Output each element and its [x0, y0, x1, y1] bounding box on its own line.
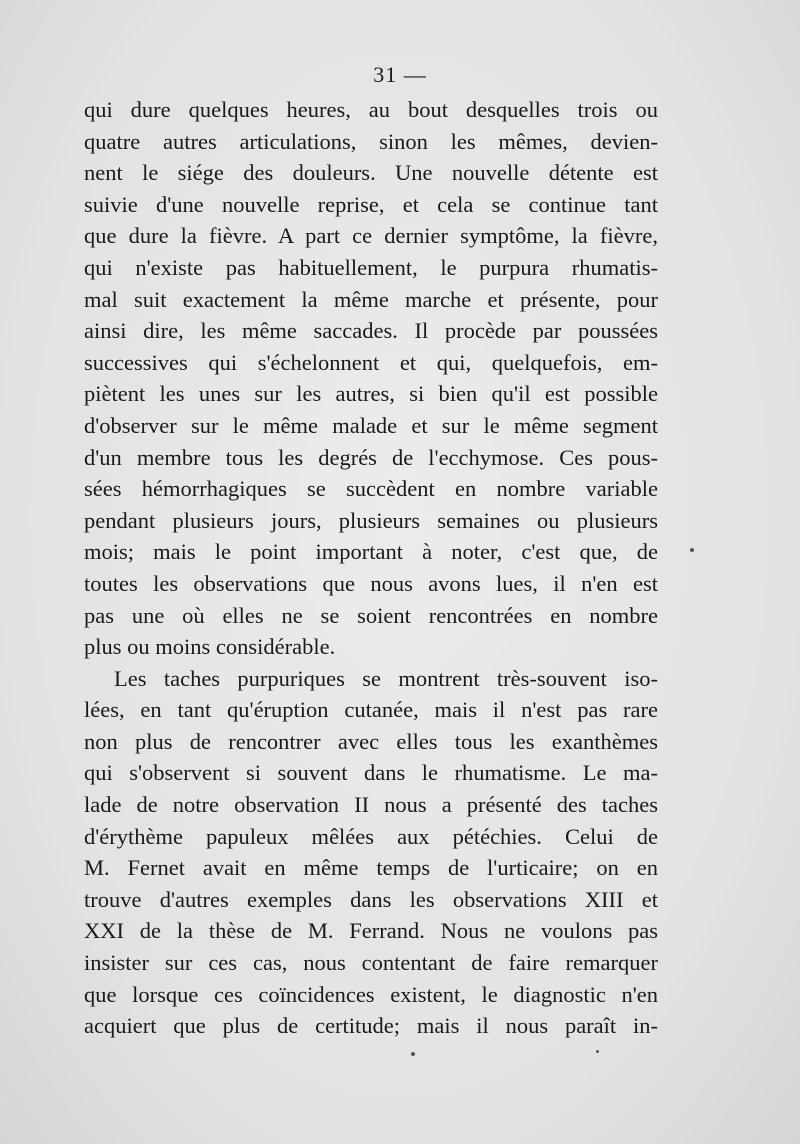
text-line: que dure la fièvre. A part ce dernier symptôme, la fièvre,: [84, 223, 658, 249]
text-line: non plus de rencontrer avec elles tous les exanthèmes: [84, 728, 658, 754]
text-line: lade de notre observation II nous a présenté des taches: [84, 792, 658, 818]
paragraph-end-line: plus ou moins considérable.: [84, 634, 336, 660]
text-line: trouve d'autres exemples dans les observations XIII et: [84, 886, 658, 912]
text-line: quatre autres articulations, sinon les mêmes, devien-: [84, 128, 658, 154]
text-line: d'érythème papuleux mêlées aux pétéchies. Celui de: [84, 823, 658, 849]
text-line: M. Fernet avait en même temps de l'urticaire; on en: [84, 855, 658, 881]
text-line: qui dure quelques heures, au bout desquelles trois ou: [84, 97, 658, 122]
text-line: mois; mais le point important à noter, c'est que, de: [84, 539, 658, 565]
ink-speck: [690, 548, 694, 552]
text-line: piètent les unes sur les autres, si bien qu'il est possible: [84, 381, 658, 407]
body-text: [84, 94, 658, 1042]
text-line: suivie d'une nouvelle reprise, et cela se continue tant: [84, 191, 658, 217]
text-line: ainsi dire, les même saccades. Il procède par poussées: [84, 318, 658, 344]
ink-speck: [596, 1050, 599, 1053]
text-line: pas une où elles ne se soient rencontrées en nombre: [84, 602, 658, 628]
text-line: sées hémorrhagiques se succèdent en nombre variable: [84, 476, 658, 502]
page-number-header: 31 —: [373, 62, 427, 87]
text-line: lées, en tant qu'éruption cutanée, mais il n'est pas rare: [84, 697, 658, 723]
text-line: toutes les observations que nous avons lues, il n'en est: [84, 570, 658, 596]
text-line: successives qui s'échelonnent et qui, quelquefois, em-: [84, 349, 658, 375]
text-line: pendant plusieurs jours, plusieurs semaines ou plusieurs: [84, 507, 658, 533]
text-line: acquiert que plus de certitude; mais il nous paraît in-: [84, 1013, 658, 1039]
text-line: mal suit exactement la même marche et présente, pour: [84, 286, 658, 312]
text-line: d'un membre tous les degrés de l'ecchymose. Ces pous-: [84, 444, 658, 470]
text-line: qui n'existe pas habituellement, le purpura rhumatis-: [84, 254, 658, 280]
text-line: qui s'observent si souvent dans le rhumatisme. Le ma-: [84, 760, 658, 786]
text-line: insister sur ces cas, nous contentant de faire remarquer: [84, 950, 658, 976]
text-line: nent le siége des douleurs. Une nouvelle détente est: [84, 160, 658, 186]
text-line: d'observer sur le même malade et sur le même segment: [84, 412, 658, 438]
text-line: XXI de la thèse de M. Ferrand. Nous ne voulons pas: [84, 918, 658, 944]
text-line: que lorsque ces coïncidences existent, le diagnostic n'en: [84, 981, 658, 1007]
ink-speck: [411, 1052, 415, 1056]
paragraph-start-line: Les taches purpuriques se montrent très-souvent iso-: [114, 665, 658, 691]
